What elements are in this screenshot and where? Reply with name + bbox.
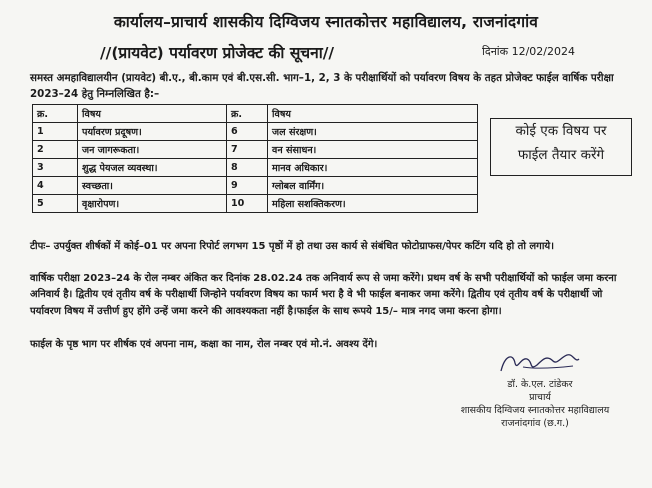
signature-mark <box>495 349 585 377</box>
subject-cell: वृक्षारोपण। <box>78 195 227 213</box>
subject-cell: जन जागरूकता। <box>78 141 227 159</box>
subject-cell: पर्यावरण प्रदूषण। <box>78 123 227 141</box>
header-subject: विषय <box>78 105 227 123</box>
signatory-post: प्राचार्य <box>529 392 551 403</box>
serial-cell: 4 <box>33 177 78 195</box>
header-serial: क्र. <box>33 105 78 123</box>
subject-cell: जल संरक्षण। <box>268 123 478 141</box>
subject-cell: मानव अधिकार। <box>268 159 478 177</box>
table-row <box>33 159 478 177</box>
signatory-place: राजनांदगांव (छ.ग.) <box>501 418 569 429</box>
serial-cell: 1 <box>33 123 78 141</box>
subject-cell: शुद्ध पेयजल व्यवस्था। <box>78 159 227 177</box>
instruction-box <box>490 118 632 176</box>
notice-date: दिनांक 12/02/2024 <box>482 45 575 58</box>
serial-cell: 9 <box>227 177 268 195</box>
table-row <box>33 141 478 159</box>
cover-paragraph: फाईल के पृष्ठ भाग पर शीर्षक एवं अपना नाम, कक्षा का नाम, रोल नम्बर एवं मो.नं. अवश्य देंगे। <box>30 339 378 350</box>
handwritten-signature-icon <box>495 349 585 377</box>
subject-cell: महिला सशक्तिकरण। <box>268 195 478 213</box>
subject-cell: वन संसाधन। <box>268 141 478 159</box>
institution-header: कार्यालय–प्राचार्य शासकीय दिग्विजय स्नातकोत्तर महाविद्यालय, राजनांदगांव <box>113 13 539 31</box>
signatory-name: डॉ. के.एल. टांडेकर <box>507 379 573 390</box>
topics-table <box>32 104 478 213</box>
instruction-line-2: फाईल तैयार करेंगे <box>517 147 605 163</box>
serial-cell: 8 <box>227 159 268 177</box>
serial-cell: 5 <box>33 195 78 213</box>
table-row <box>33 195 478 213</box>
table-row <box>33 177 478 195</box>
signatory-college: शासकीय दिग्विजय स्नातकोत्तर महाविद्यालय <box>460 405 610 416</box>
subject-cell: स्वच्छता। <box>78 177 227 195</box>
serial-cell: 6 <box>227 123 268 141</box>
serial-cell: 3 <box>33 159 78 177</box>
header-subject: विषय <box>268 105 478 123</box>
notice-title: //(प्रायवेट) पर्यावरण प्रोजेक्ट की सूचना// <box>100 44 335 62</box>
subject-cell: ग्लोबल वार्मिंग। <box>268 177 478 195</box>
intro-paragraph: समस्त अमहाविद्यालयीन (प्रायवेट) बी.ए., बी.काम एवं बी.एस.सी. भाग–1, 2, 3 के परीक्षार्थियों को पर्यावरण विषय के तहत प्रोजेक्ट फाईल वार्षिक परीक्षा 2023–24 हेतु निम्नलिखित है:– <box>30 72 614 100</box>
header-serial: क्र. <box>227 105 268 123</box>
serial-cell: 2 <box>33 141 78 159</box>
serial-cell: 7 <box>227 141 268 159</box>
table-header-row <box>33 105 478 123</box>
instruction-line-1: कोई एक विषय पर <box>515 123 607 139</box>
exam-paragraph: वार्षिक परीक्षा 2023–24 के रोल नम्बर अंकित कर दिनांक 28.02.24 तक अनिवार्य रूप से जमा करेंगे। प्रथम वर्ष के सभी परीक्षार्थियों को फाईल जमा करना अनिवार्य है। द्वितीय एवं तृतीय वर्ष के परीक्षार्थी जिन्होने पर्यावरण विषय का फार्म भरा है वे भी फाईल बनाकर जमा करेंगे। द्वितीय एवं तृतीय वर्ष के परीक्षार्थी जो पर्यावरण विषय में उत्तीर्ण हुए होंगे उन्हें जमा करने की आवश्यकता नहीं है।फाईल के साथ रूपये 15/– मात्र नगद जमा करना होगा। <box>30 273 617 317</box>
tip-paragraph: टीपः– उपर्युक्त शीर्षकों में कोई–01 पर अपना रिपोर्ट लगभग 15 पृष्ठों में हो तथा उस कार्य से संबंधित फोटोग्राफस/पेपर कटिंग यदि हो तो लगाये। <box>30 241 554 252</box>
serial-cell: 10 <box>227 195 268 213</box>
table-row <box>33 123 478 141</box>
